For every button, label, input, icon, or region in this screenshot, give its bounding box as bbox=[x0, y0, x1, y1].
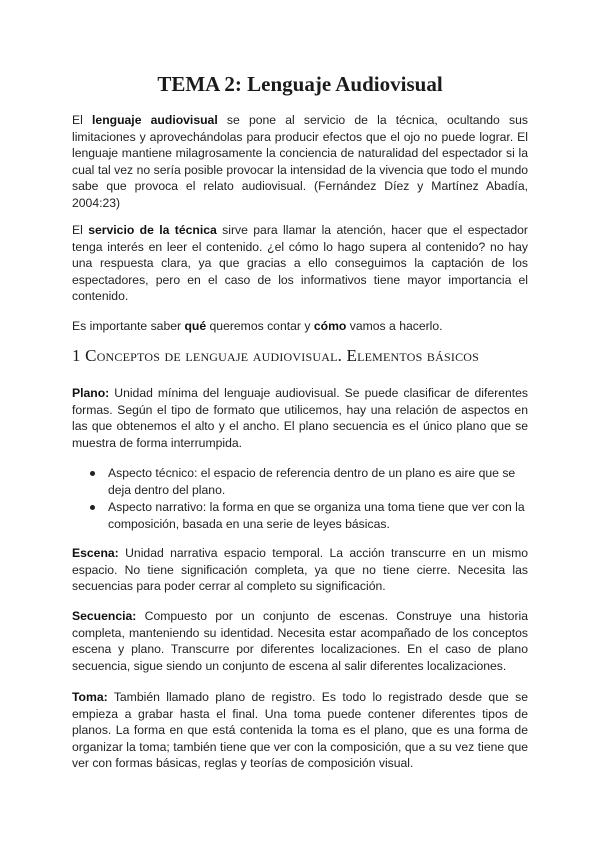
list-item bbox=[72, 465, 528, 498]
intro-paragraph-3 bbox=[72, 318, 528, 335]
page-title: TEMA 2: Lenguaje Audiovisual bbox=[157, 72, 443, 96]
bullet-icon bbox=[90, 471, 95, 476]
intro-p3-mid: queremos contar y bbox=[206, 319, 314, 333]
plano-text: Unidad mínima del lenguaje audiovisual. Se puede clasificar de diferentes formas. Según el tipo de formato que utilicemos, hay una relación de aspectos en las que obtenemos el alto y el ancho. El plano secuencia es el único plano que se muestra de forma interrumpida. bbox=[72, 386, 528, 450]
intro-p1-pre: El bbox=[72, 113, 93, 127]
intro-paragraph-1 bbox=[72, 112, 528, 211]
intro-p3-bold-como: cómo bbox=[313, 319, 347, 333]
plano-term: Plano: bbox=[72, 386, 110, 400]
toma-paragraph bbox=[72, 689, 528, 772]
section-heading: 1 Conceptos de lenguaje audiovisual. Elementos básicos bbox=[72, 346, 480, 365]
intro-p2-rest: sirve para llamar la atención, hacer que el espectador tenga interés en leer el contenido. ¿el cómo lo hago supera al contenido? no hay una respuesta clara, ya que gracias a ello conseguimos la captación de los espectadores, pero en el caso de los informativos tiene mayor importancia el contenido. bbox=[72, 223, 528, 303]
toma-text: También llamado plano de registro. Es todo lo registrado desde que se empieza a grabar hasta el final. Una toma puede contener diferentes tipos de planos. La forma en que está contenida la toma es el plano, que es una forma de organizar la toma; también tiene que ver con la composición, que a su vez tiene que ver con formas básicas, reglas y teorías de composición visual. bbox=[72, 690, 528, 770]
intro-p3-bold-que: qué bbox=[184, 319, 207, 333]
toma-term: Toma: bbox=[72, 690, 108, 704]
list-item-text: Aspecto narrativo: la forma en que se organiza una toma tiene que ver con la composición, basada en una serie de leyes básicas. bbox=[108, 500, 525, 531]
plano-aspects-list bbox=[72, 465, 528, 533]
list-item bbox=[72, 499, 528, 532]
escena-paragraph bbox=[72, 545, 528, 595]
list-item-text: Aspecto técnico: el espacio de referencia dentro de un plano es aire que se deja dentro del plano. bbox=[108, 466, 516, 497]
intro-paragraph-2 bbox=[72, 222, 528, 305]
escena-text: Unidad narrativa espacio temporal. La acción transcurre en un mismo espacio. No tiene significación completa, ya que no tiene cierre. Necesita las secuencias para poder cerrar al completo su significación. bbox=[72, 546, 528, 593]
intro-p3-pre: Es importante saber bbox=[72, 319, 185, 333]
secuencia-term: Secuencia: bbox=[72, 609, 137, 623]
escena-term: Escena: bbox=[72, 546, 119, 560]
intro-p1-bold: lenguaje audiovisual bbox=[92, 113, 218, 127]
bullet-icon bbox=[90, 505, 95, 510]
intro-p1-rest: se pone al servicio de la técnica, ocultando sus limitaciones y aprovechándolas para producir efectos que el ojo no puede lograr. El lenguaje mantiene milagrosamente la conciencia de naturalidad del espectador si la cual tal vez no sería posible provocar la intensidad de la vivencia que todo el mundo sabe que provoca el relato audiovisual. (Fernández Díez y Martínez Abadía, 2004:23) bbox=[72, 113, 528, 210]
secuencia-text: Compuesto por un conjunto de escenas. Construye una historia completa, manteniendo su identidad. Necesita estar acompañado de los conceptos escena y plano. Transcurre por diferentes localizaciones. En el caso de plano secuencia, sigue siendo un conjunto de escena al salir diferentes localizaciones. bbox=[72, 609, 528, 673]
intro-p2-pre: El bbox=[72, 223, 89, 237]
plano-paragraph bbox=[72, 385, 528, 451]
secuencia-paragraph bbox=[72, 608, 528, 674]
intro-p2-bold: servicio de la técnica bbox=[88, 223, 217, 237]
intro-p3-end: vamos a hacerlo. bbox=[346, 319, 443, 333]
